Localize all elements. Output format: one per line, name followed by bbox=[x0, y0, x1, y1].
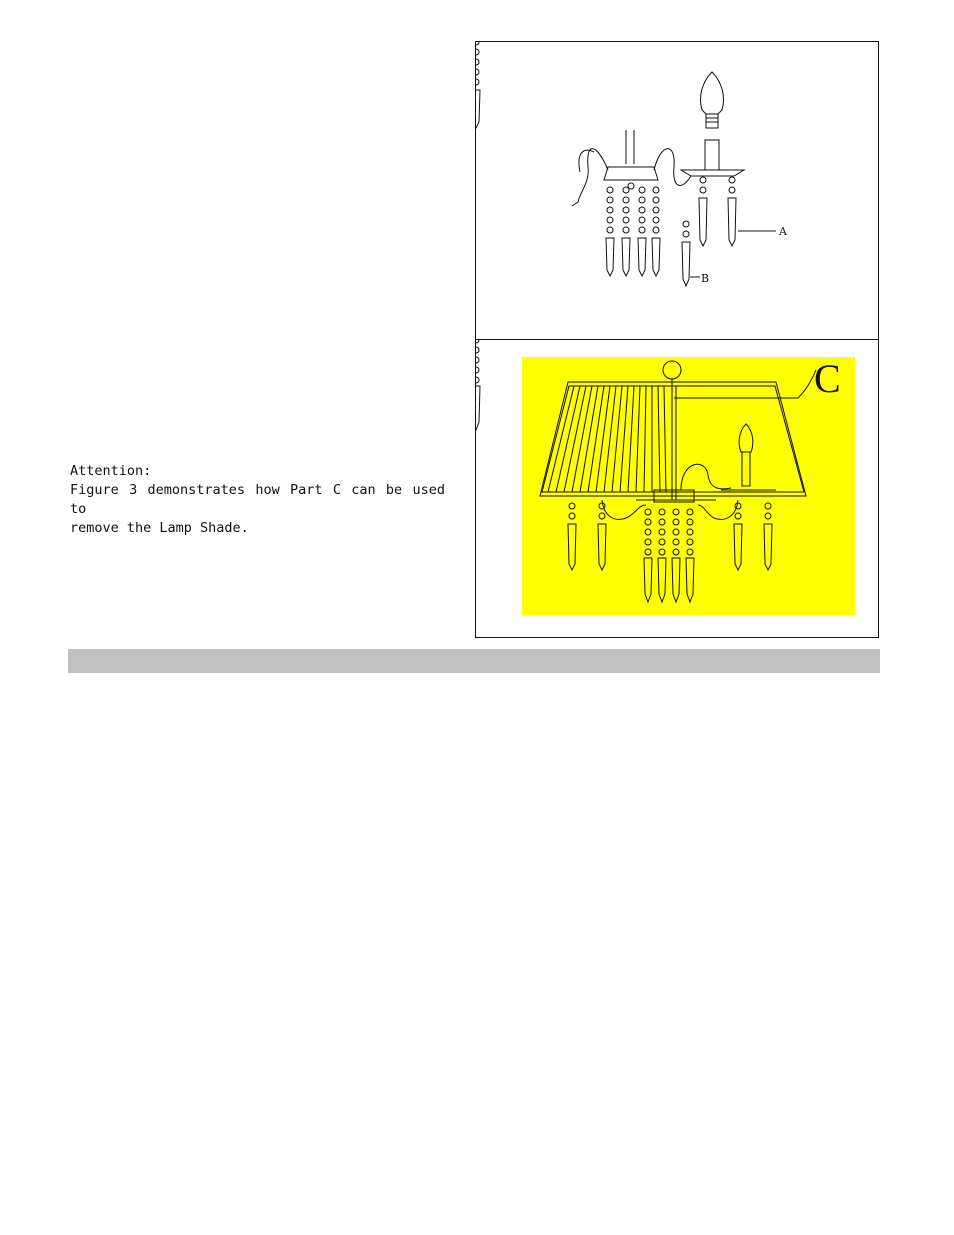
figure-lamp-shade bbox=[475, 339, 879, 638]
label-c: C bbox=[814, 356, 841, 401]
attention-body-line-1: Figure 3 demonstrates how Part C can be used to bbox=[70, 482, 445, 517]
attention-note bbox=[70, 462, 445, 538]
label-a: A bbox=[779, 225, 787, 238]
attention-heading: Attention: bbox=[70, 463, 152, 479]
section-divider-bar bbox=[68, 649, 880, 673]
chandelier-shade-drawing bbox=[476, 340, 880, 639]
label-b: B bbox=[701, 272, 710, 285]
chandelier-arm-drawing bbox=[476, 42, 880, 342]
attention-body-line-2: remove the Lamp Shade. bbox=[70, 520, 249, 536]
figure-arm-crystals bbox=[475, 41, 879, 341]
